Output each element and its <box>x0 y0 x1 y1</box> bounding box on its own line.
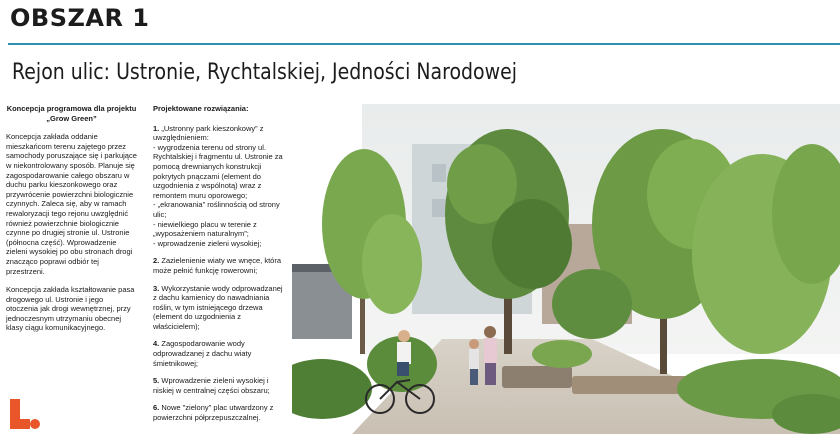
solution-number-6: 6. <box>153 403 160 413</box>
solution-text-4: Zagospodarowanie wody odprowadzanej z dachu wiaty śmietnikowej; <box>153 339 252 368</box>
solution-number-1: 1. <box>153 123 160 133</box>
header-divider <box>8 43 840 45</box>
solution-text-2: Zazielenienie wiaty we wnęce, która może pełnić funkcję rowerowni; <box>153 256 282 275</box>
solution-bullet: - niewielkiego placu w terenie z „wyposażeniem naturalnym”; <box>153 219 257 239</box>
solution-bullet: - „ekranowania” roślinnością od strony ulic; <box>153 200 280 219</box>
concept-heading-line1: Koncepcja programowa dla projektu <box>6 104 137 113</box>
solution-item-6 <box>153 403 285 422</box>
solution-item-2 <box>153 256 285 275</box>
solution-item-1 <box>153 124 285 249</box>
concept-paragraph-2: Koncepcja zakłada kształtowanie pasa drogowego ul. Ustronie i jego otoczenia jak drogi wewnętrznej, przy jednoczesnym utrzymaniu obecnej klasy ciągu komunikacyjnego. <box>6 285 135 333</box>
concept-heading-line2: „Grow Green” <box>46 113 97 123</box>
concept-paragraph-1: Koncepcja zakłada oddanie mieszkańcom terenu zajętego przez samochody poruszające się i parkujące w niekontrolowany sposób. Planuje się zagospodarowanie całego obszaru w duchu parku kieszonkowego oraz przywrócenie powierzchni biologicznie czynnych. Zaleca się, aby w ramach rewaloryzacji tego rejonu uwzględnić również powierzchnie biologicznie czynne po drugiej stronie ul. Ustronie (północna część). Wprowadzenie zieleni wysokiej po obu stronach drogi znacząco poprawi odbiór tej przestrzeni. <box>6 132 137 276</box>
solution-title-1: „Ustronny park kieszonkowy” z uwzględnieniem: <box>153 123 264 143</box>
solution-text-3: Wykorzystanie wody odprowadzanej z dachu kamienicy do nawadniania roślin, w tym istniejącego drzewa (element do uzgodnienia z właścicielem); <box>153 283 283 331</box>
park-visualization-image <box>292 104 840 434</box>
page-title: OBSZAR 1 <box>10 4 150 32</box>
solution-bullet: - wprowadzenie zieleni wysokiej; <box>153 238 262 248</box>
section-subtitle: Rejon ulic: Ustronie, Rychtalskiej, Jedności Narodowej <box>12 60 517 85</box>
solution-item-3 <box>153 284 285 332</box>
solution-bullet: - wygrodzenia terenu od strony ul. Rychtalskiej i fragmentu ul. Ustronie za pomocą drewnianych konstrukcji pokrytych pnączami (element do uzgodnienia z wspólnotą) wraz z remontem muru oporowego; <box>153 142 283 200</box>
solution-number-4: 4. <box>153 339 160 349</box>
solution-item-4 <box>153 339 285 368</box>
concept-column <box>6 104 137 342</box>
solutions-heading: Projektowane rozwiązania: <box>153 104 249 113</box>
solution-text-5: Wprowadzenie zieleni wysokiej i niskiej w centralnej części obszaru; <box>153 376 270 395</box>
brand-logo <box>8 397 42 431</box>
solution-item-5 <box>153 376 285 395</box>
solution-text-6: Nowe "zielony" plac utwardzony z powierzchni półprzepuszczalnej. <box>153 403 274 423</box>
solutions-column <box>153 104 285 431</box>
concept-heading <box>6 104 137 123</box>
solution-number-3: 3. <box>153 283 160 293</box>
solution-number-5: 5. <box>153 376 160 386</box>
solution-number-2: 2. <box>153 256 160 266</box>
